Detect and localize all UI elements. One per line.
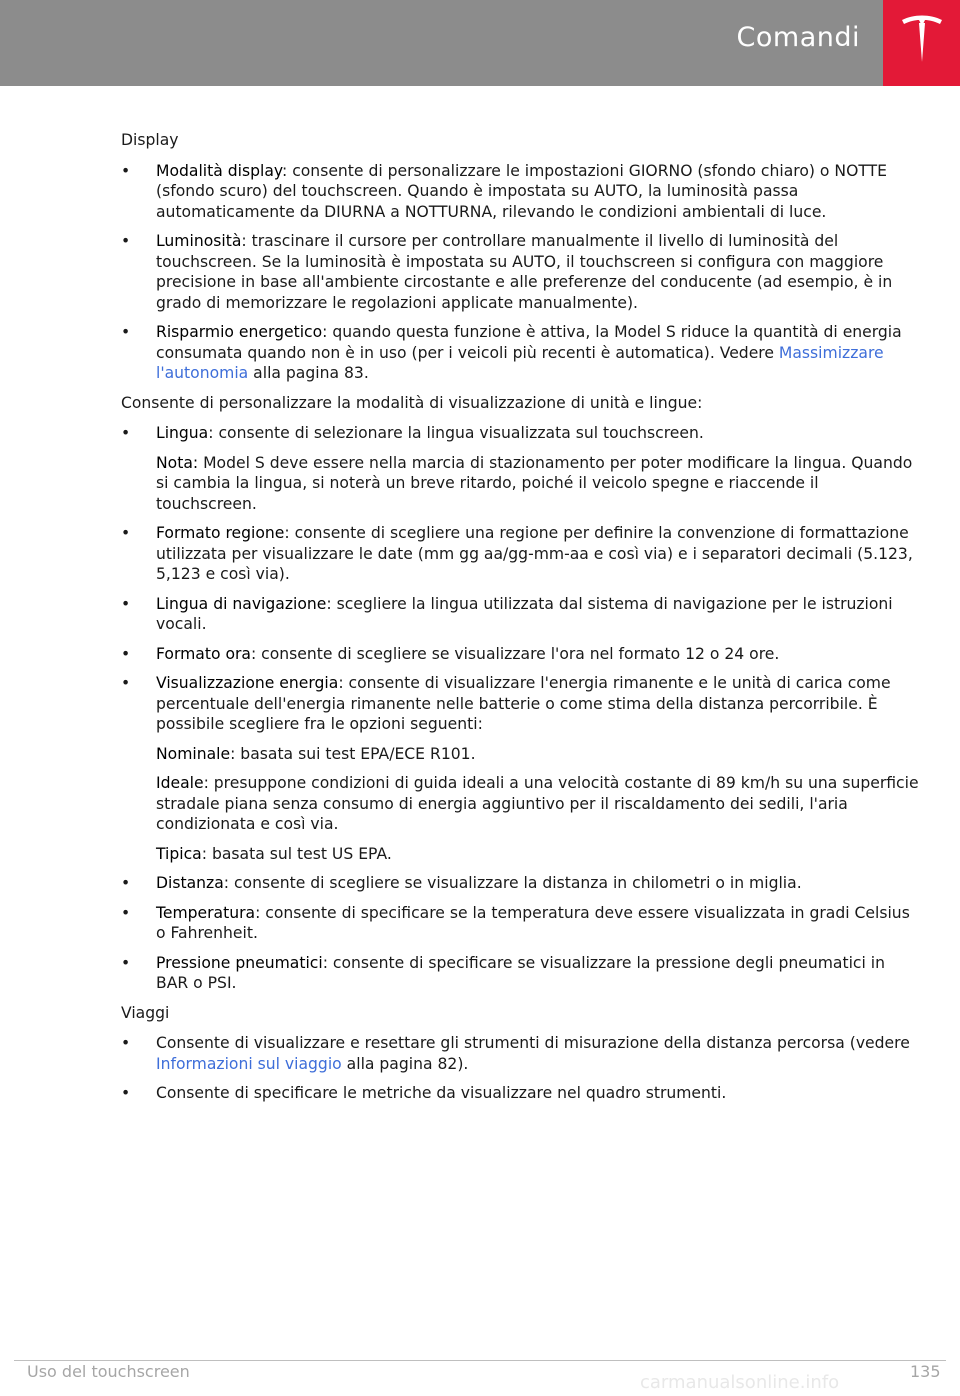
item-term: Temperatura	[156, 903, 256, 922]
list-item	[121, 423, 921, 444]
item-text: : consente di scegliere se visualizzare la distanza in chilometri o in miglia.	[223, 874, 802, 892]
option-term: Tipica	[156, 844, 202, 863]
bullet-icon: •	[121, 524, 131, 542]
bullet-icon: •	[121, 903, 131, 922]
bullet-icon: •	[121, 1084, 131, 1102]
list-item	[121, 322, 921, 384]
bullet-icon: •	[121, 674, 131, 692]
item-term: Formato ora	[156, 644, 251, 663]
list-item	[121, 161, 921, 223]
item-term: Formato regione	[156, 524, 285, 542]
page-header	[0, 0, 960, 86]
watermark: carmanualsonline.info	[640, 1372, 840, 1393]
option-text: : presuppone condizioni di guida ideali a una velocità costante di 89 km/h su una superficie stradale piana senza consumo di energia aggiuntivo per il riscaldamento dei sedili, l'aria condizionata e così via.	[156, 774, 919, 833]
item-text: : scegliere la lingua utilizzata dal sistema di navigazione per le istruzioni vocali.	[156, 594, 893, 633]
option-tipica	[121, 844, 921, 865]
viaggi-heading: Viaggi	[121, 1003, 170, 1022]
item-term: Visualizzazione energia	[156, 674, 339, 692]
item-text: : consente di personalizzare le impostazioni GIORNO (sfondo chiaro) o NOTTE (sfondo scuro) del touchscreen. Quando è impostata su AUTO, la luminosità passa automaticamente da DIURNA a NOTTURNA, rilevando le condizioni ambientali di luce.	[156, 161, 887, 221]
option-text: : basata sui test EPA/ECE R101.	[230, 744, 476, 763]
bullet-icon: •	[121, 232, 131, 250]
item-text: : trascinare il cursore per controllare manualmente il livello di luminosità del touchscreen. Se la luminosità è impostata su AUTO, il touchscreen si configura con maggiore precisione in base all'ambiente circostante e alle preferenze del conducente (ad esempio, è in grado di memorizzare le regolazioni applicate manualmente).	[156, 232, 893, 312]
item-text-after: alla pagina 82).	[341, 1054, 469, 1073]
item-text: : consente di specificare se visualizzare la pressione degli pneumatici in BAR o PSI.	[156, 953, 885, 992]
item-text-after: alla pagina 83.	[248, 364, 369, 382]
bullet-icon: •	[121, 594, 131, 613]
list-item	[121, 673, 921, 735]
item-text: : consente di visualizzare l'energia rimanente e le unità di carica come percentuale dell'energia rimanente nelle batterie o come stima della distanza percorribile. È possibile scegliere fra le opzioni seguenti:	[156, 674, 891, 733]
page-number: 135	[910, 1362, 941, 1381]
option-term: Nominale	[156, 744, 231, 763]
bullet-icon: •	[121, 424, 131, 442]
item-text: : consente di specificare se la temperatura deve essere visualizzata in gradi Celsius o Fahrenheit.	[156, 903, 910, 942]
item-term: Modalità display	[156, 161, 282, 180]
item-text: : consente di scegliere una regione per definire la convenzione di formattazione utilizzata per visualizzare le date (mm gg aa/gg-mm-aa e così via) e i separatori decimali (5.123, 5,123 e così via).	[156, 524, 913, 583]
bullet-icon: •	[121, 953, 131, 972]
list-item	[121, 873, 921, 894]
list-item	[121, 1083, 921, 1104]
footer-divider	[14, 1360, 946, 1361]
item-term: Risparmio energetico	[156, 323, 323, 341]
item-term: Distanza	[156, 874, 224, 892]
item-term: Pressione pneumatici	[156, 953, 323, 972]
option-term: Ideale	[156, 774, 204, 792]
list-item	[121, 644, 921, 665]
list-item	[121, 523, 921, 585]
footer-section-name: Uso del touchscreen	[27, 1362, 190, 1381]
brand-logo-box	[883, 0, 960, 86]
viaggio-link[interactable]: Informazioni sul viaggio	[156, 1054, 342, 1073]
option-ideale	[121, 773, 921, 835]
option-nominale	[121, 744, 921, 765]
item-term: Lingua di navigazione	[156, 594, 327, 613]
item-text: : quando questa funzione è attiva, la Model S riduce la quantità di energia consumata quando non è in uso (per i veicoli più recenti è automatica). Vedere	[156, 323, 902, 362]
item-text: : consente di scegliere se visualizzare l'ora nel formato 12 o 24 ore.	[250, 644, 780, 663]
list-item	[121, 903, 921, 944]
bullet-icon: •	[121, 644, 131, 663]
section-title: Comandi	[736, 22, 860, 53]
bullet-icon: •	[121, 874, 131, 892]
list-item	[121, 1033, 921, 1074]
bullet-icon: •	[121, 1034, 131, 1052]
note	[121, 453, 921, 515]
bullet-icon: •	[121, 161, 131, 180]
item-text: Consente di visualizzare e resettare gli strumenti di misurazione della distanza percorsa (vedere	[156, 1034, 910, 1052]
note-text: Model S deve essere nella marcia di stazionamento per poter modificare la lingua. Quando si cambia la lingua, si noterà un breve ritardo, poiché il veicolo spegne e riaccende il touchscreen.	[156, 453, 913, 513]
tesla-logo-icon	[900, 14, 944, 64]
item-text: Consente di specificare le metriche da visualizzare nel quadro strumenti.	[156, 1084, 727, 1102]
display-heading: Display	[121, 131, 179, 149]
item-term: Luminosità	[156, 232, 242, 250]
item-term: Lingua	[156, 424, 209, 442]
units-intro: Consente di personalizzare la modalità di visualizzazione di unità e lingue:	[121, 393, 703, 412]
item-text: : consente di selezionare la lingua visualizzata sul touchscreen.	[208, 424, 704, 442]
list-item	[121, 594, 921, 635]
autonomia-link[interactable]: Massimizzare l'autonomia	[156, 343, 884, 382]
option-text: : basata sul test US EPA.	[201, 844, 392, 863]
note-label: Nota:	[156, 453, 199, 472]
page-content	[121, 130, 921, 1113]
bullet-icon: •	[121, 323, 131, 341]
list-item	[121, 231, 921, 313]
list-item	[121, 953, 921, 994]
